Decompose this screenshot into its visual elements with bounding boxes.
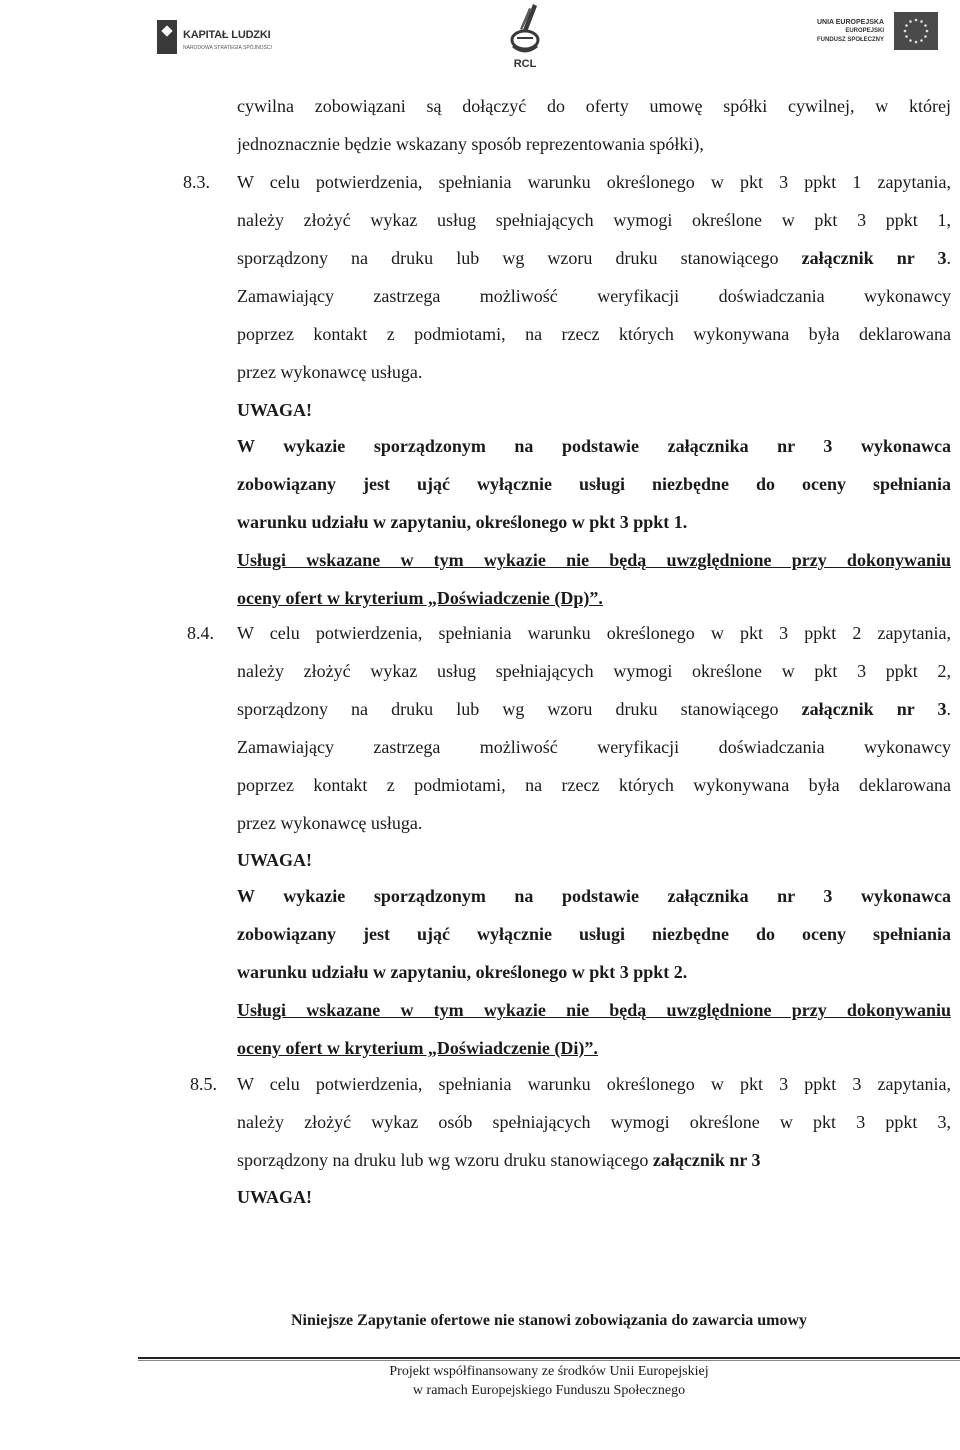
eu-logo-line3: FUNDUSZ SPOŁECZNY (816, 37, 884, 43)
warning-line: W wykazie sporządzonym na podstawie załącznika nr 3 wykonawca (237, 886, 951, 906)
line-text: sporządzony na druku lub wg wzoru druku stanowiącego (237, 1150, 653, 1170)
body-line: Zamawiający zastrzega możliwość weryfikacji doświadczania wykonawcy (237, 286, 951, 306)
body-line: poprzez kontakt z podmiotami, na rzecz których wykonywana była deklarowana (237, 324, 951, 344)
body-line: jednoznacznie będzie wskazany sposób reprezentowania spółki), (237, 134, 704, 154)
warning-line: zobowiązany jest ująć wyłącznie usługi niezbędne do oceny spełniania (237, 474, 951, 494)
body-line: przez wykonawcę usługa. (237, 813, 423, 833)
section-number-8-4: 8.4. (187, 623, 214, 643)
page-header (0, 0, 960, 80)
underlined-note-line: oceny ofert w kryterium „Doświadczenie (Di)”. (237, 1038, 598, 1058)
line-text: sporządzony na druku lub wg wzoru druku stanowiącego (237, 248, 802, 268)
kapital-ludzki-logo (157, 20, 277, 56)
attachment-reference: załącznik nr 3 (652, 1150, 761, 1170)
uwaga-heading: UWAGA! (237, 1187, 312, 1207)
eu-logo (790, 10, 938, 52)
body-line: poprzez kontakt z podmiotami, na rzecz których wykonywana była deklarowana (237, 775, 951, 795)
line-text: sporządzony na druku lub wg wzoru druku stanowiącego (237, 699, 802, 719)
warning-line: W wykazie sporządzonym na podstawie załącznika nr 3 wykonawca (237, 436, 951, 456)
section-number-8-5: 8.5. (190, 1074, 217, 1094)
body-line: Zamawiający zastrzega możliwość weryfikacji doświadczania wykonawcy (237, 737, 951, 757)
underlined-note-line: oceny ofert w kryterium „Doświadczenie (Dp)”. (237, 588, 603, 608)
underlined-note-line: Usługi wskazane w tym wykazie nie będą uwzględnione przy dokonywaniu (237, 550, 951, 570)
rcl-logo (500, 2, 550, 76)
eu-logo-line2: EUROPEJSKI (845, 28, 884, 34)
body-line: należy złożyć wykaz osób spełniających wymogi określone w pkt 3 ppkt 3, (237, 1112, 951, 1132)
footer-project-info (0, 1362, 960, 1400)
body-line (237, 1149, 951, 1171)
footer-project-line2: w ramach Europejskiego Funduszu Społecznego (412, 1383, 686, 1398)
footer-divider-thin (138, 1360, 960, 1361)
kapital-ludzki-title: KAPITAŁ LUDZKI (183, 29, 271, 41)
body-line: W celu potwierdzenia, spełniania warunku określonego w pkt 3 ppkt 3 zapytania, (237, 1074, 951, 1094)
body-line (237, 247, 951, 269)
line-text: . (946, 248, 951, 268)
warning-line: zobowiązany jest ująć wyłącznie usługi niezbędne do oceny spełniania (237, 924, 951, 944)
eu-flag-icon (894, 12, 938, 50)
warning-line: warunku udziału w zapytaniu, określonego w pkt 3 ppkt 2. (237, 962, 688, 982)
uwaga-heading: UWAGA! (237, 850, 312, 870)
body-line: należy złożyć wykaz usług spełniających wymogi określone w pkt 3 ppkt 1, (237, 210, 951, 230)
body-line: W celu potwierdzenia, spełniania warunku określonego w pkt 3 ppkt 2 zapytania, (237, 623, 951, 643)
body-line: W celu potwierdzenia, spełniania warunku określonego w pkt 3 ppkt 1 zapytania, (237, 172, 951, 192)
body-line (237, 698, 951, 720)
kapital-ludzki-subtitle: NARODOWA STRATEGIA SPÓJNOŚCI (183, 45, 272, 51)
underlined-note-line: Usługi wskazane w tym wykazie nie będą uwzględnione przy dokonywaniu (237, 1000, 951, 1020)
footer-divider (138, 1357, 960, 1359)
footer-project-line1: Projekt współfinansowany ze środków Unii Europejskiej (389, 1364, 709, 1379)
eu-logo-text (817, 18, 884, 45)
kapital-ludzki-mark-icon (157, 20, 177, 54)
section-number-8-3: 8.3. (183, 172, 210, 192)
eu-logo-line1: UNIA EUROPEJSKA (816, 19, 884, 26)
body-line: cywilna zobowiązani są dołączyć do oferty umowę spółki cywilnej, w której (237, 96, 951, 116)
attachment-reference: załącznik nr 3 (801, 699, 947, 719)
uwaga-heading: UWAGA! (237, 400, 312, 420)
body-line: przez wykonawcę usługa. (237, 362, 423, 382)
line-text: . (946, 699, 951, 719)
footer-disclaimer: Niniejsze Zapytanie ofertowe nie stanowi zobowiązania do zawarcia umowy (290, 1312, 808, 1329)
rcl-logo-text: RCL (513, 58, 537, 70)
attachment-reference: załącznik nr 3 (801, 248, 947, 268)
body-line: należy złożyć wykaz usług spełniających wymogi określone w pkt 3 ppkt 2, (237, 661, 951, 681)
warning-line: warunku udziału w zapytaniu, określonego w pkt 3 ppkt 1. (237, 512, 688, 532)
rcl-emblem-icon (503, 2, 547, 58)
